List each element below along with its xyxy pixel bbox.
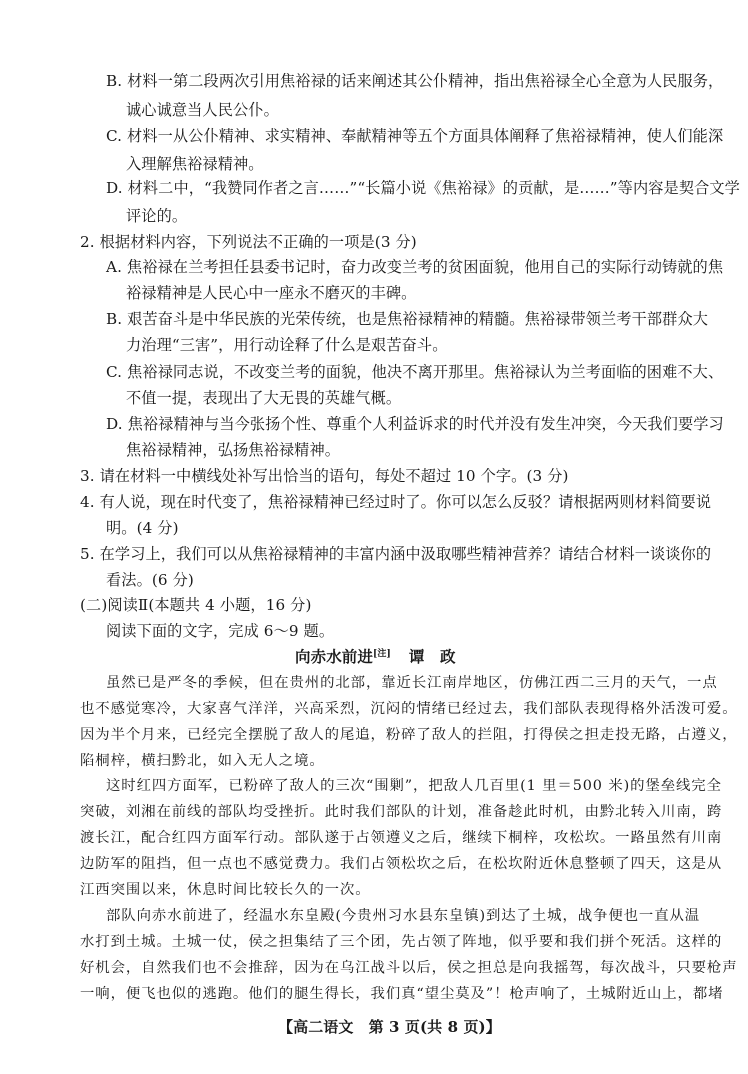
q3-stem: 3. 请在材料一中横线处补写出恰当的语句，每处不超过 10 个字。(3 分) xyxy=(80,467,569,485)
article-line: 这时红四方面军，已粉碎了敌人的三次“围剿”，把敌人几百里(1 里＝500 米)的堡垒线完全 xyxy=(106,778,722,794)
q2-option-a-line2: 裕禄精神是人民心中一座永不磨灭的丰碑。 xyxy=(126,284,417,302)
article-note-mark: [注] xyxy=(373,648,391,659)
q2-option-c-line1: C. 焦裕禄同志说，不改变兰考的面貌，他决不离开那里。焦裕禄认为兰考面临的困难不大、 xyxy=(106,363,724,381)
q2-option-d-line1: D. 焦裕禄精神与当今张扬个性、尊重个人利益诉求的时代并没有发生冲突，今天我们要学习 xyxy=(106,415,724,433)
q2-option-d-line2: 焦裕禄精神，弘扬焦裕禄精神。 xyxy=(126,441,341,459)
q2-option-b-line1: B. 艰苦奋斗是中华民族的光荣传统，也是焦裕禄精神的精髓。焦裕禄带领兰考干部群众大 xyxy=(106,310,709,328)
article-line: 陷桐梓，横扫黔北，如入无人之境。 xyxy=(80,753,325,769)
page-footer: 【高二语文 第 3 页(共 8 页)】 xyxy=(278,1018,501,1036)
article-line: 水打到土城。土城一仗，侯之担集结了三个团，先占领了阵地，似乎要和我们拼个死活。这样的 xyxy=(80,934,723,950)
q1-option-b-line1: B. 材料一第二段两次引用焦裕禄的话来阐述其公仆精神，指出焦裕禄全心全意为人民服务， xyxy=(106,72,724,90)
article-line: 突破，刘湘在前线的部队均受挫折。此时我们部队的计划，准备趁此时机，由黔北转入川南，跨 xyxy=(80,804,723,820)
q4-stem-line1: 4. 有人说，现在时代变了，焦裕禄精神已经过时了。你可以怎么反驳？请根据两则材料简要说 xyxy=(80,493,712,511)
q2-option-c-line2: 不值一提，表现出了大无畏的英雄气概。 xyxy=(126,389,402,407)
q1-option-d-line2: 评论的。 xyxy=(126,207,188,225)
article-line: 一响，便飞也似的逃跑。他们的腿生得长，我们真“望尘莫及”！枪声响了，土城附近山上，都堵 xyxy=(80,986,724,1002)
q5-stem-line1: 5. 在学习上，我们可以从焦裕禄精神的丰富内涵中汲取哪些精神营养？请结合材料一谈谈你的 xyxy=(80,545,712,563)
article-title-block xyxy=(295,647,456,667)
q1-option-c-line2: 入理解焦裕禄精神。 xyxy=(126,155,264,173)
q1-option-b-line2: 诚心诚意当人民公仆。 xyxy=(126,101,279,119)
q2-option-b-line2: 力治理“三害”，用行动诠释了什么是艰苦奋斗。 xyxy=(126,336,448,354)
q2-stem: 2. 根据材料内容，下列说法不正确的一项是(3 分) xyxy=(80,233,417,251)
q5-stem-line2: 看法。(6 分) xyxy=(106,571,194,589)
q4-stem-line2: 明。(4 分) xyxy=(106,519,179,537)
q1-option-d-line1: D. 材料二中，“我赞同作者之言……”“长篇小说《焦裕禄》的贡献，是……”等内容是契合文学 xyxy=(106,179,740,197)
q2-option-a-line1: A. 焦裕禄在兰考担任县委书记时，奋力改变兰考的贫困面貌，他用自己的实际行动铸就的焦 xyxy=(106,258,724,276)
q1-option-c-line1: C. 材料一从公仆精神、求实精神、奉献精神等五个方面具体阐释了焦裕禄精神，使人们能深 xyxy=(106,127,724,145)
article-line: 江西突围以来，休息时间比较长久的一次。 xyxy=(80,882,371,898)
article-title: 向赤水前进 xyxy=(295,647,374,666)
article-line: 好机会，自然我们也不会推辞，因为在乌江战斗以后，侯之担总是向我摇驾，每次战斗，只要枪声 xyxy=(80,960,738,976)
article-line: 虽然已是严冬的季候，但在贵州的北部，靠近长江南岸地区，仿佛江西二三月的天气，一点 xyxy=(106,675,718,691)
article-line: 渡长江，配合红四方面军行动。部队遂于占领遵义之后，继续下桐梓，攻松坎。一路虽然有川南 xyxy=(80,830,723,846)
article-line: 也不感觉寒冷，大家喜气洋洋，兴高采烈，沉闷的情绪已经过去，我们部队表现得格外活泼可爱。 xyxy=(80,701,738,717)
section2-heading: (二)阅读Ⅱ(本题共 4 小题，16 分) xyxy=(80,596,312,614)
section2-instruction: 阅读下面的文字，完成 6～9 题。 xyxy=(106,622,335,640)
article-author: 谭 政 xyxy=(408,647,456,666)
article-line: 因为半个月来，已经完全摆脱了敌人的尾追，粉碎了敌人的拦阻，打得侯之担走投无路，占遵义， xyxy=(80,727,738,743)
article-line: 部队向赤水前进了，经温水东皇殿(今贵州习水县东皇镇)到达了土城，战争便也一直从温 xyxy=(106,908,701,924)
article-line: 边防军的阻挡，但一点也不感觉费力。我们占领松坎之后，在松坎附近休息整顿了四天，这是从 xyxy=(80,856,723,872)
